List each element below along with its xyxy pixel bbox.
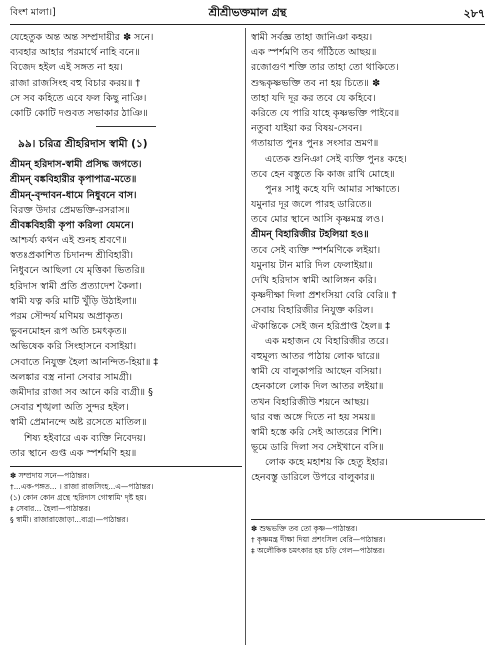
verse-line: তাহা যদি দূর কর তবে যে কহিবে।	[251, 92, 376, 104]
verse-line: বিরক্ত উদার প্রেমভক্তি-রসরাস॥	[10, 204, 130, 216]
verse-line: শিষ্য হইবারে এক ব্যক্তি নিবেদয়।	[24, 432, 146, 444]
verse-line: শ্রীবঙ্কবিহারী কৃপা করিলা যেমনে।	[10, 219, 134, 231]
section-heading: ৯৯। চরিত্র শ্রীহরিদাস স্বামী (১)	[18, 138, 148, 151]
verse-line: স্বামী যে বালুকাপরি আছেন বসিয়া।	[251, 366, 382, 378]
verse-line: বিজেদ হইল এই সঙ্গত না হয়।	[10, 62, 123, 74]
verse-line: স্বামী প্রেমানন্দে অষ্ট রসেতে মাতিল॥	[10, 417, 147, 429]
running-header	[10, 4, 485, 24]
verse-line: শ্রীমন্ বঙ্কবিহারীর কৃপাপাত্র-মতে॥	[10, 174, 137, 186]
verse-line: ঐকান্তিকে সেই জন হরিপ্রাপ্ত হৈল॥ ‡	[251, 320, 391, 332]
verse-line: স্বামী সর্বজ্ঞ তাহা জানিঞা কহয়।	[251, 32, 373, 43]
header-series-label: বিংশ মালা।]	[10, 7, 56, 18]
verse-line: দ্বার বন্ধ অঙ্গে দিতে না হয় সময়॥	[251, 411, 376, 423]
verse-line: স্বামী যত্ন করি মাটি খুঁড়ি উঠাইলা॥	[10, 295, 137, 307]
verse-line: কৃষ্ণদীক্ষা দিলা প্রশংসিয়া বেরি বেরি॥ †	[251, 290, 397, 302]
verse-line: এক স্পর্শমণি তব গাঁঠিতে আছয়॥	[251, 47, 377, 59]
footnote: †...এক-পঙ্গত... । রাজা রাজসিংহ...এ—পাঠান্তর।	[10, 481, 154, 491]
verse-line: রজোগুণ শক্তি তার তাহা তো থাকিতে।	[251, 62, 399, 74]
verse-line: সেবার শৃঙ্খলা অতি সুন্দর হইল।	[10, 402, 129, 414]
verse-line: রাজা রাজসিংহ বহু বিচার করয়॥ †	[10, 77, 141, 89]
verse-line: অলঙ্কার বস্ত্র নানা সেবার সামগ্রী।	[10, 371, 133, 383]
left-column	[10, 30, 242, 525]
verse-line: নিধুবনে আছিলা যে মৃত্তিকা ভিতরি॥	[10, 265, 146, 277]
footnote: † কৃষ্ণমন্ত্র দীক্ষা দিয়া প্রশংসিল বেরি—পাঠান্তর।	[251, 534, 386, 544]
verse-line: অভিষেক করি সিংহাসনে বসাইয়া।	[10, 341, 137, 353]
verse-line: হেনকালে লোক দিল আতর লইয়া॥	[251, 381, 384, 393]
column-divider	[245, 28, 246, 645]
verse-line: যমুনায় টান মারি দিল ফেলাইয়া॥	[251, 259, 373, 271]
verse-line: ভুবনমোহন রূপ অতি চমৎকৃত॥	[10, 326, 127, 338]
verse-line: কোটি কোটি দণ্ডবত সভাকার ঠাঞি॥	[10, 107, 148, 119]
footnote: ‡ সেবার... হৈলা—পাঠান্তর।	[10, 503, 91, 513]
verse-line: হেনবস্তু ডারিলে উপরে বালুকার॥	[251, 472, 375, 484]
verse-line: স্বতঃপ্রকাশিত চিদানন্দ শ্রীবিহারী।	[10, 250, 134, 262]
page-number: ২৮৭	[463, 7, 485, 20]
verse-line: তবে সেই ব্যক্তি স্পর্শমণিকে লইয়া।	[251, 244, 381, 256]
verse-line: শ্রীমন্ হরিদাস-স্বামী প্রসিদ্ধ জগতে।	[10, 159, 142, 171]
verse-line: পরম সৌন্দর্য মণিময় অপ্রাকৃত।	[10, 311, 123, 322]
footnote-rule	[251, 519, 485, 520]
header-rule	[10, 24, 485, 25]
verse-line: শ্রীমন্ বিহারিজীর টহলিয়া হও॥	[251, 229, 369, 241]
verse-line: সেবাতে নিযুক্ত হৈলা আনন্দিত-হিয়া॥ ‡	[10, 356, 159, 368]
verse-line: লোক কহে মহাশয় কি হেতু ইহার।	[265, 457, 388, 469]
footnote-rule	[10, 466, 242, 467]
verse-line: দেখি হরিদাস স্বামী আলিঙ্গন করি।	[251, 275, 377, 286]
section-divider	[96, 126, 156, 127]
verse-line: ব্যবহার আহার পরমার্থে নাহি বনে॥	[10, 47, 140, 59]
verse-line: গতায়াত পুনঃ পুনঃ সংসার ভ্রমণ॥	[251, 138, 379, 150]
verse-line: তবে হেন বস্তুতে কি কাজ রাখি মোহে॥	[251, 168, 395, 180]
verse-line: যেহেতুক অন্ত অন্ত সম্প্রদায়ীর ✽ সনে।	[10, 32, 154, 43]
footnote: (১) কোন কোন গ্রন্থে 'হরিদাস গোস্বামি' দৃষ্ট হয়।	[10, 492, 147, 502]
verse-line: যমুনার দূর জলে পারহ ডারিতে॥	[251, 199, 372, 211]
header-book-title: শ্রীশ্রীভক্তমাল গ্রন্থ	[208, 6, 287, 19]
verse-line: ভূমে ডারি দিলা সব সেইখানে বসি॥	[251, 442, 384, 454]
verse-line: এক মহাজন যে বিহারিজীর তরে।	[265, 335, 389, 347]
verse-line: তখন বিহারিজীউ শয়নে আছয়।	[251, 396, 370, 408]
verse-line: পুনঃ সাধু কহে যদি আমার সাক্ষাতে।	[265, 183, 400, 195]
verse-line: তার স্থানে গুপ্ত এক স্পর্শমণি হয়॥	[10, 447, 137, 459]
footnote: ✽ সম্প্রদায় সনে—পাঠান্তর।	[10, 470, 90, 480]
right-column	[251, 30, 485, 556]
verse-line: নতুবা যাইয়া কর বিষয়-সেবন।	[251, 123, 363, 135]
verse-line: আশ্চর্য্য কথন এই শুনহ শ্রবণে॥	[10, 235, 127, 247]
verse-line: জমীদার রাজা সব আনে করি ব্যগ্রী॥ §	[10, 386, 153, 398]
verse-line: শ্রীমন্-বৃন্দাবন-ধামে নিধুবনে বাস।	[10, 189, 137, 201]
verse-line: বহুমূল্য আতর পাঠায় লোক দ্বারে॥	[251, 350, 381, 362]
footnote: ✽ শুদ্ধভক্তি তব তো কৃষ্ণ—পাঠান্তর।	[251, 523, 358, 533]
verse-line: তবে মোর স্থানে আসি কৃষ্ণমন্ত্র লও।	[251, 214, 384, 226]
footnote: ‡ অলৌকিক চমৎকার হয় চড়ি গেল—পাঠান্তর।	[251, 545, 385, 555]
footnote: § স্বামী। রাজারাজোড়া...ব্যগ্র।—পাঠান্তর।	[10, 514, 129, 524]
verse-line: সে সব কহিতে এবে ফল কিছু নাঞি।	[10, 92, 147, 104]
verse-line: করিতে যে পারি যাহে কৃষ্ণভক্তি পাইবে॥	[251, 107, 400, 119]
verse-line: এতেক শুনিঞা সেই ব্যক্তি পুনঃ কহে।	[265, 153, 407, 165]
verse-line: হরিদাস স্বামী প্রতি প্রত্যাদেশ কৈলা।	[10, 280, 142, 292]
verse-line: শুদ্ধকৃষ্ণভক্তি তব না হয় চিতে॥ ✽	[251, 77, 380, 89]
verse-line: স্বামী হস্তে করি সেই আতরের শিশি।	[251, 426, 382, 438]
verse-line: সেবায় বিহারিজীর নিযুক্ত করিল।	[251, 305, 374, 317]
